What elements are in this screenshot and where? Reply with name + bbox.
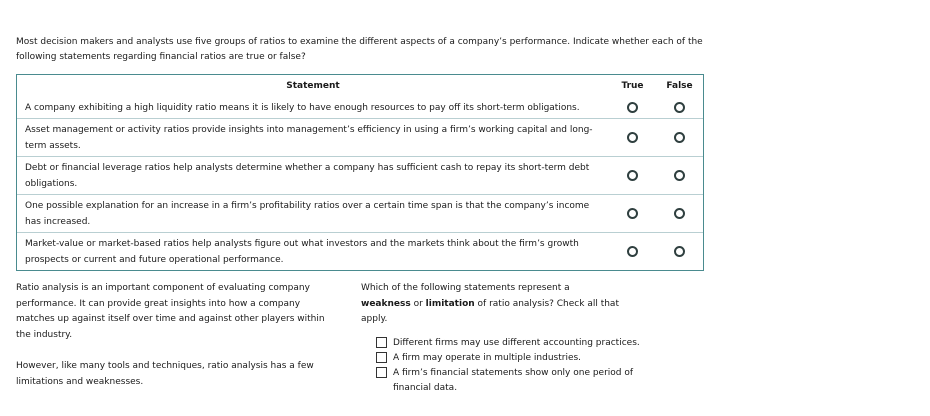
statement-text: Market-value or market-based ratios help analysts figure out what investors and the markets think about the firm’s growth prospects or current and future operational performance. bbox=[17, 233, 609, 271]
table-row bbox=[17, 195, 703, 233]
ratio-statements-table bbox=[16, 74, 704, 271]
option-one-period[interactable] bbox=[361, 366, 641, 396]
false-radio[interactable] bbox=[674, 246, 685, 257]
true-radio[interactable] bbox=[627, 246, 638, 257]
checkbox[interactable] bbox=[376, 352, 387, 363]
table-row bbox=[17, 233, 703, 271]
intro-text: Most decision makers and analysts use five groups of ratios to examine the different aspects of a company’s performance. Indicate whether each of the following statements regarding financial ratios are true or false? bbox=[16, 37, 703, 62]
checkbox[interactable] bbox=[376, 337, 387, 348]
context-paragraph-1: Ratio analysis is an important component of evaluating company performance. It can provide great insights into how a company matches up against itself over time and against other players within the industry. bbox=[16, 283, 325, 340]
statement-text: Debt or financial leverage ratios help analysts determine whether a company has sufficient cash to repay its short-term debt obligations. bbox=[17, 157, 609, 195]
header-true: True bbox=[621, 81, 644, 91]
limitations-question bbox=[361, 281, 641, 396]
header-statement: Statement bbox=[286, 81, 340, 91]
table-row bbox=[17, 119, 703, 157]
option-different-accounting[interactable] bbox=[361, 336, 641, 351]
header-false: False bbox=[666, 81, 693, 91]
table-row bbox=[17, 157, 703, 195]
statement-text: A company exhibiting a high liquidity ratio means it is likely to have enough resources to pay off its short-term obligations. bbox=[25, 103, 580, 113]
false-radio[interactable] bbox=[674, 208, 685, 219]
true-radio[interactable] bbox=[627, 132, 638, 143]
ratio-analysis-context bbox=[16, 281, 336, 390]
option-multiple-industries[interactable] bbox=[361, 351, 641, 366]
statement-text: Asset management or activity ratios provide insights into management’s efficiency in using a firm’s working capital and long-term assets. bbox=[17, 119, 609, 157]
false-radio[interactable] bbox=[674, 102, 685, 113]
statement-text: One possible explanation for an increase in a firm’s profitability ratios over a certain time span is that the company’s income has increased. bbox=[17, 195, 609, 233]
option-label: A firm may operate in multiple industries. bbox=[393, 352, 582, 363]
keyword-limitation: limitation bbox=[425, 298, 475, 309]
context-paragraph-2: However, like many tools and techniques, ratio analysis has a few limitations and weaknesses. bbox=[16, 361, 314, 387]
option-label: A firm’s financial statements show only one period of financial data. bbox=[393, 367, 634, 393]
false-radio[interactable] bbox=[674, 170, 685, 181]
question-text: Which of the following statements represent a weakness or limitation of ratio analysis? Check all that apply. bbox=[361, 283, 619, 324]
true-radio[interactable] bbox=[627, 208, 638, 219]
checkbox[interactable] bbox=[376, 367, 387, 378]
false-radio[interactable] bbox=[674, 132, 685, 143]
table-row bbox=[17, 97, 703, 119]
keyword-weakness: weakness bbox=[361, 298, 411, 309]
option-label: Different firms may use different accounting practices. bbox=[393, 337, 640, 348]
true-radio[interactable] bbox=[627, 170, 638, 181]
true-radio[interactable] bbox=[627, 102, 638, 113]
